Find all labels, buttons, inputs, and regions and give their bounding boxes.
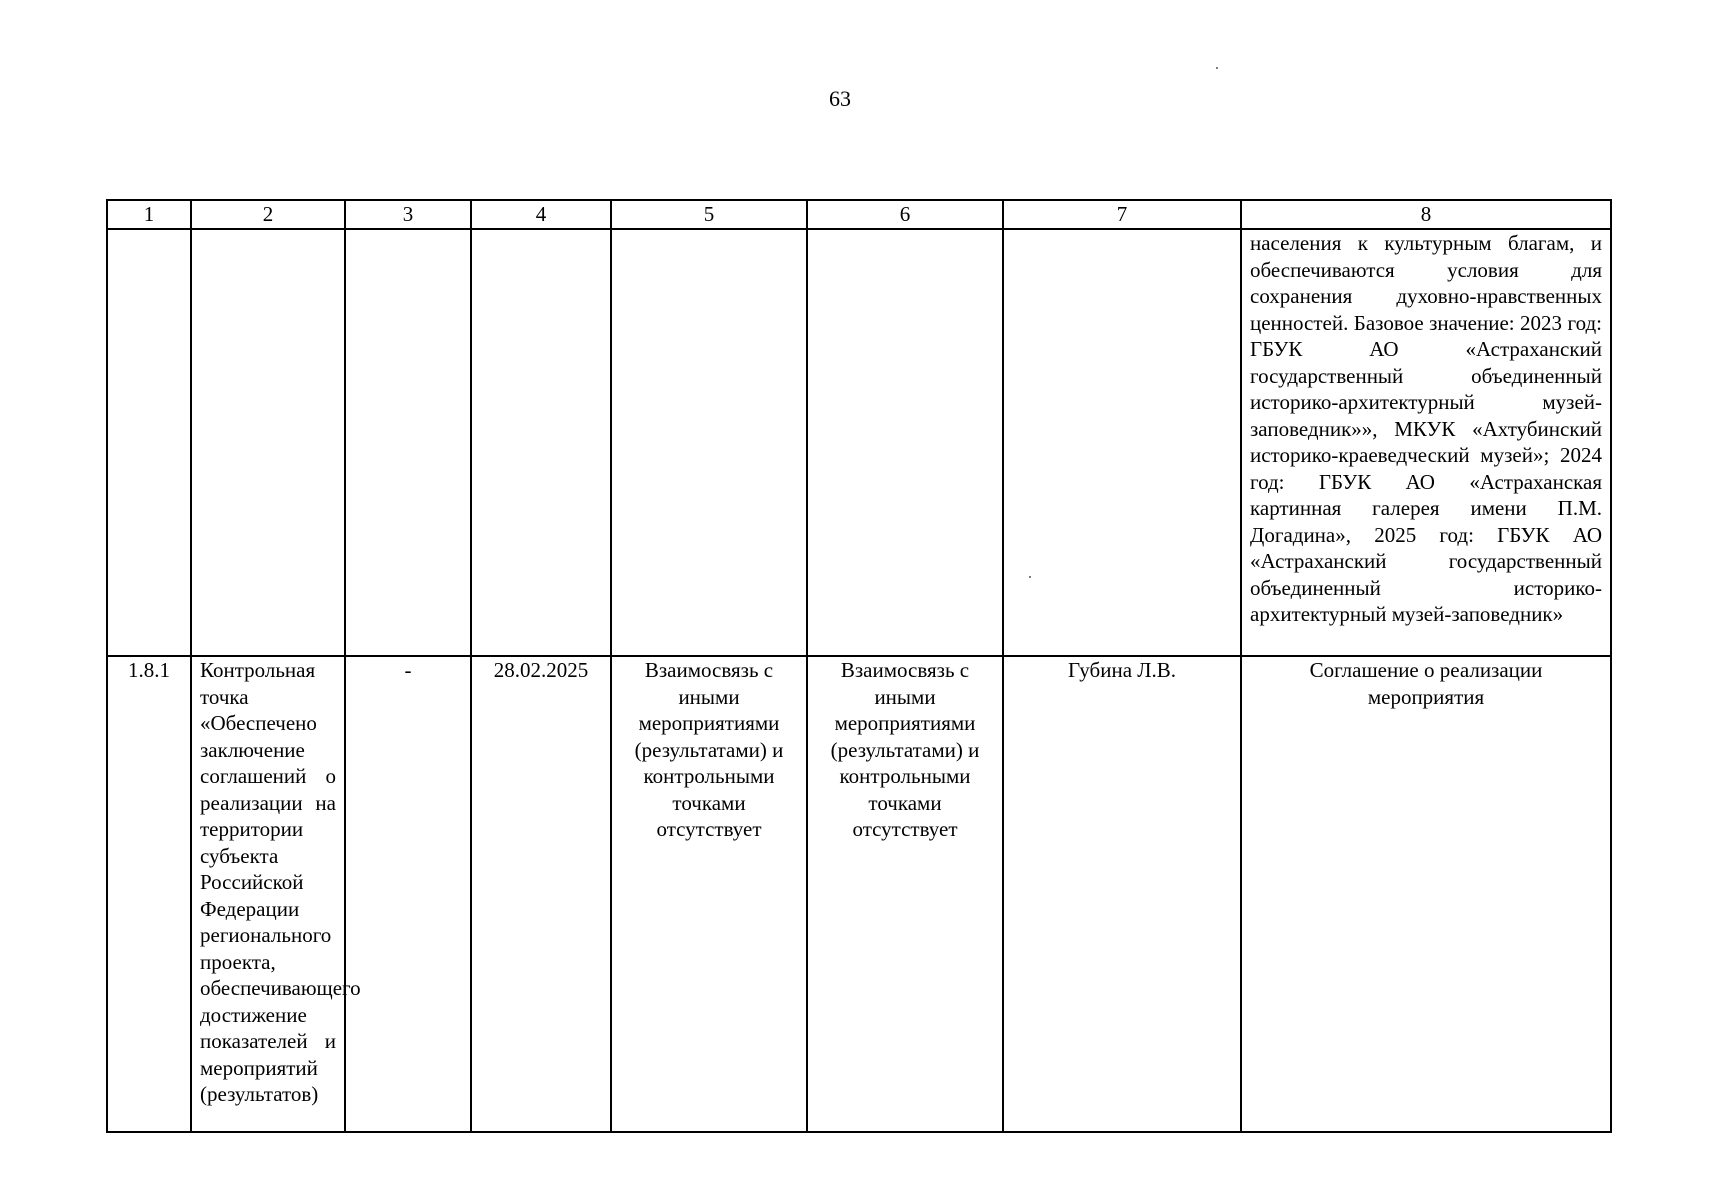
row-number: 1.8.1 [107, 656, 191, 1132]
table-cell [191, 229, 345, 656]
table-cell [471, 229, 611, 656]
scan-speck [1216, 67, 1218, 69]
header-row [107, 200, 1611, 229]
page-number: 63 [829, 86, 851, 111]
table-cell-description: населения к культурным благам, и обеспечиваются условия для сохранения духовно-нравственных ценностей. Базовое значение: 2023 год: ГБУК АО «Астраханский государственный объединенный историко-архитектурный музей-заповедник»», МКУК «Ахтубинский историко-краеведческий музей»; 2024 год: ГБУК АО «Астраханская картинная галерея имени П.М. Догадина», 2025 год: ГБУК АО «Астраханский государственный объединенный историко-архитектурный музей-заповедник» [1241, 229, 1611, 656]
table-cell [807, 229, 1003, 656]
deadline-date: 28.02.2025 [471, 656, 611, 1132]
column-header-5: 5 [611, 200, 807, 229]
table-cell [611, 229, 807, 656]
table-cell: - [345, 656, 471, 1132]
column-header-4: 4 [471, 200, 611, 229]
control-point-name: Контрольная точка «Обеспечено заключение соглашений о реализации на территории субъекта Российской Федерации регионального проекта, обеспечивающего достижение показателей и мероприятий (результатов) [191, 656, 345, 1132]
column-header-1: 1 [107, 200, 191, 229]
relationship-text: Взаимосвязь с иными мероприятиями (результатами) и контрольными точками отсутствует [611, 656, 807, 1132]
responsible-person: Губина Л.В. [1003, 656, 1241, 1132]
table-cell [1003, 229, 1241, 656]
column-header-8: 8 [1241, 200, 1611, 229]
document-table [106, 199, 1612, 1133]
table-cell [107, 229, 191, 656]
relationship-text: Взаимосвязь с иными мероприятиями (результатами) и контрольными точками отсутствует [807, 656, 1003, 1132]
column-header-7: 7 [1003, 200, 1241, 229]
column-header-6: 6 [807, 200, 1003, 229]
table-row [107, 229, 1611, 656]
column-header-2: 2 [191, 200, 345, 229]
table-cell [345, 229, 471, 656]
column-header-3: 3 [345, 200, 471, 229]
document-type: Соглашение о реализации мероприятия [1241, 656, 1611, 1132]
table-row [107, 656, 1611, 1132]
